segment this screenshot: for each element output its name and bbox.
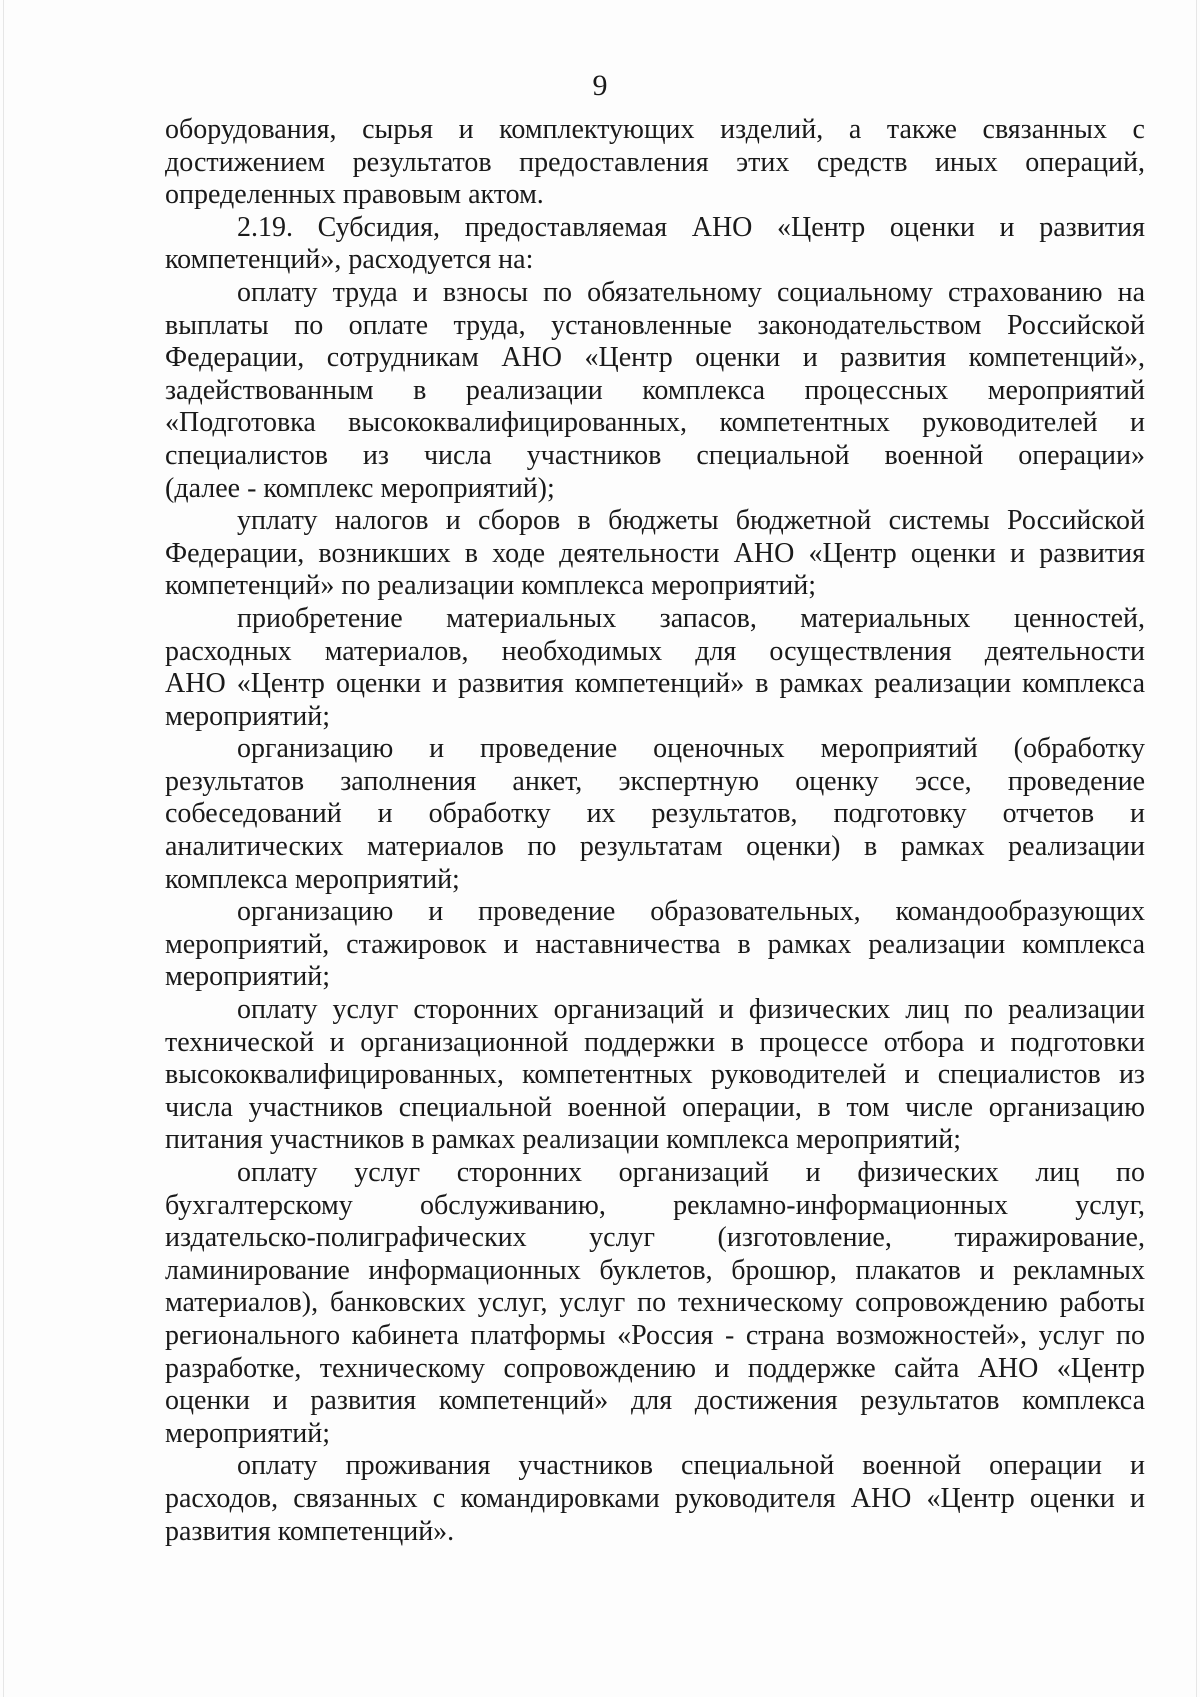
text-line: уплату налогов и сборов в бюджеты бюджетной системы Российской	[237, 505, 1145, 537]
text-line: числа участников специальной военной операции, в том числе организацию	[165, 1091, 1145, 1123]
text-line: специалистов из числа участников специальной военной операции»	[165, 439, 1145, 471]
text-line: оплату услуг сторонних организаций и физических лиц по	[237, 1157, 1145, 1188]
text-line: высококвалифицированных, компетентных руководителей и специалистов из	[165, 1059, 1145, 1091]
document-body	[165, 114, 1145, 1548]
text-line: комплекса мероприятий;	[165, 863, 460, 895]
list-item-third-party-services	[165, 1157, 1145, 1450]
text-line: оплату услуг сторонних организаций и физических лиц по реализации	[237, 994, 1145, 1026]
text-line: аналитических материалов по результатам оценки) в рамках реализации	[165, 831, 1145, 863]
list-item-education	[165, 896, 1145, 994]
text-line: достижением результатов предоставления этих средств иных операций,	[165, 146, 1145, 178]
text-line: «Подготовка высококвалифицированных, компетентных руководителей и	[165, 407, 1145, 439]
list-item-taxes	[165, 505, 1145, 603]
text-line: результатов заполнения анкет, экспертную оценку эссе, проведение	[165, 765, 1145, 797]
text-line: разработке, техническому сопровождению и поддержке сайта АНО «Центр	[165, 1352, 1145, 1384]
text-line: оборудования, сырья и комплектующих изделий, а также связанных с	[165, 114, 1145, 145]
scan-edge-left	[3, 0, 4, 1697]
text-line: технической и организационной поддержки в процессе отбора и подготовки	[165, 1026, 1145, 1058]
text-line: (далее - комплекс мероприятий);	[165, 472, 555, 504]
text-line: мероприятий;	[165, 700, 330, 732]
text-line: мероприятий;	[165, 1417, 330, 1449]
paragraph-2-19	[165, 212, 1145, 277]
text-line: развития компетенций».	[165, 1515, 455, 1547]
text-line: оплату труда и взносы по обязательному социальному страхованию на	[237, 276, 1145, 308]
text-line: компетенций» по реализации комплекса мероприятий;	[165, 570, 817, 602]
text-line: мероприятий, стажировок и наставничества в рамках реализации комплекса	[165, 928, 1145, 960]
list-item-labor-payment	[165, 277, 1145, 505]
text-line: 2.19. Субсидия, предоставляемая АНО «Центр оценки и развития	[237, 211, 1145, 243]
text-line: питания участников в рамках реализации комплекса мероприятий;	[165, 1124, 962, 1156]
text-line: расходов, связанных с командировками руководителя АНО «Центр оценки и	[165, 1482, 1145, 1514]
text-line: организацию и проведение оценочных мероприятий (обработку	[237, 733, 1145, 765]
list-item-materials	[165, 603, 1145, 733]
page-number: 9	[592, 69, 608, 102]
list-item-assessment	[165, 733, 1145, 896]
list-item-technical-support	[165, 994, 1145, 1157]
text-line: бухгалтерскому обслуживанию, рекламно-информационных услуг,	[165, 1189, 1145, 1221]
text-line: материалов), банковских услуг, услуг по техническому сопровождению работы	[165, 1287, 1145, 1319]
paragraph-continuation	[165, 114, 1145, 212]
text-line: издательско-полиграфических услуг (изготовление, тиражирование,	[165, 1222, 1145, 1254]
text-line: выплаты по оплате труда, установленные законодательством Российской	[165, 309, 1145, 341]
scan-edge-right	[1196, 0, 1197, 1697]
text-line: компетенций», расходуется на:	[165, 244, 534, 276]
text-line: собеседований и обработку их результатов, подготовку отчетов и	[165, 798, 1145, 830]
text-line: организацию и проведение образовательных, командообразующих	[237, 896, 1145, 928]
text-line: ламинирование информационных буклетов, брошюр, плакатов и рекламных	[165, 1254, 1145, 1286]
text-line: приобретение материальных запасов, материальных ценностей,	[237, 602, 1145, 634]
list-item-accommodation	[165, 1450, 1145, 1548]
text-line: определенных правовым актом.	[165, 179, 544, 211]
text-line: Федерации, возникших в ходе деятельности АНО «Центр оценки и развития	[165, 537, 1145, 569]
text-line: регионального кабинета платформы «Россия - страна возможностей», услуг по	[165, 1319, 1145, 1351]
text-line: Федерации, сотрудникам АНО «Центр оценки и развития компетенций»,	[165, 342, 1145, 374]
text-line: оплату проживания участников специальной военной операции и	[237, 1450, 1145, 1482]
text-line: АНО «Центр оценки и развития компетенций» в рамках реализации комплекса	[165, 668, 1145, 700]
text-line: задействованным в реализации комплекса процессных мероприятий	[165, 374, 1145, 406]
text-line: мероприятий;	[165, 961, 330, 993]
text-line: расходных материалов, необходимых для осуществления деятельности	[165, 635, 1145, 667]
text-line: оценки и развития компетенций» для достижения результатов комплекса	[165, 1385, 1145, 1417]
